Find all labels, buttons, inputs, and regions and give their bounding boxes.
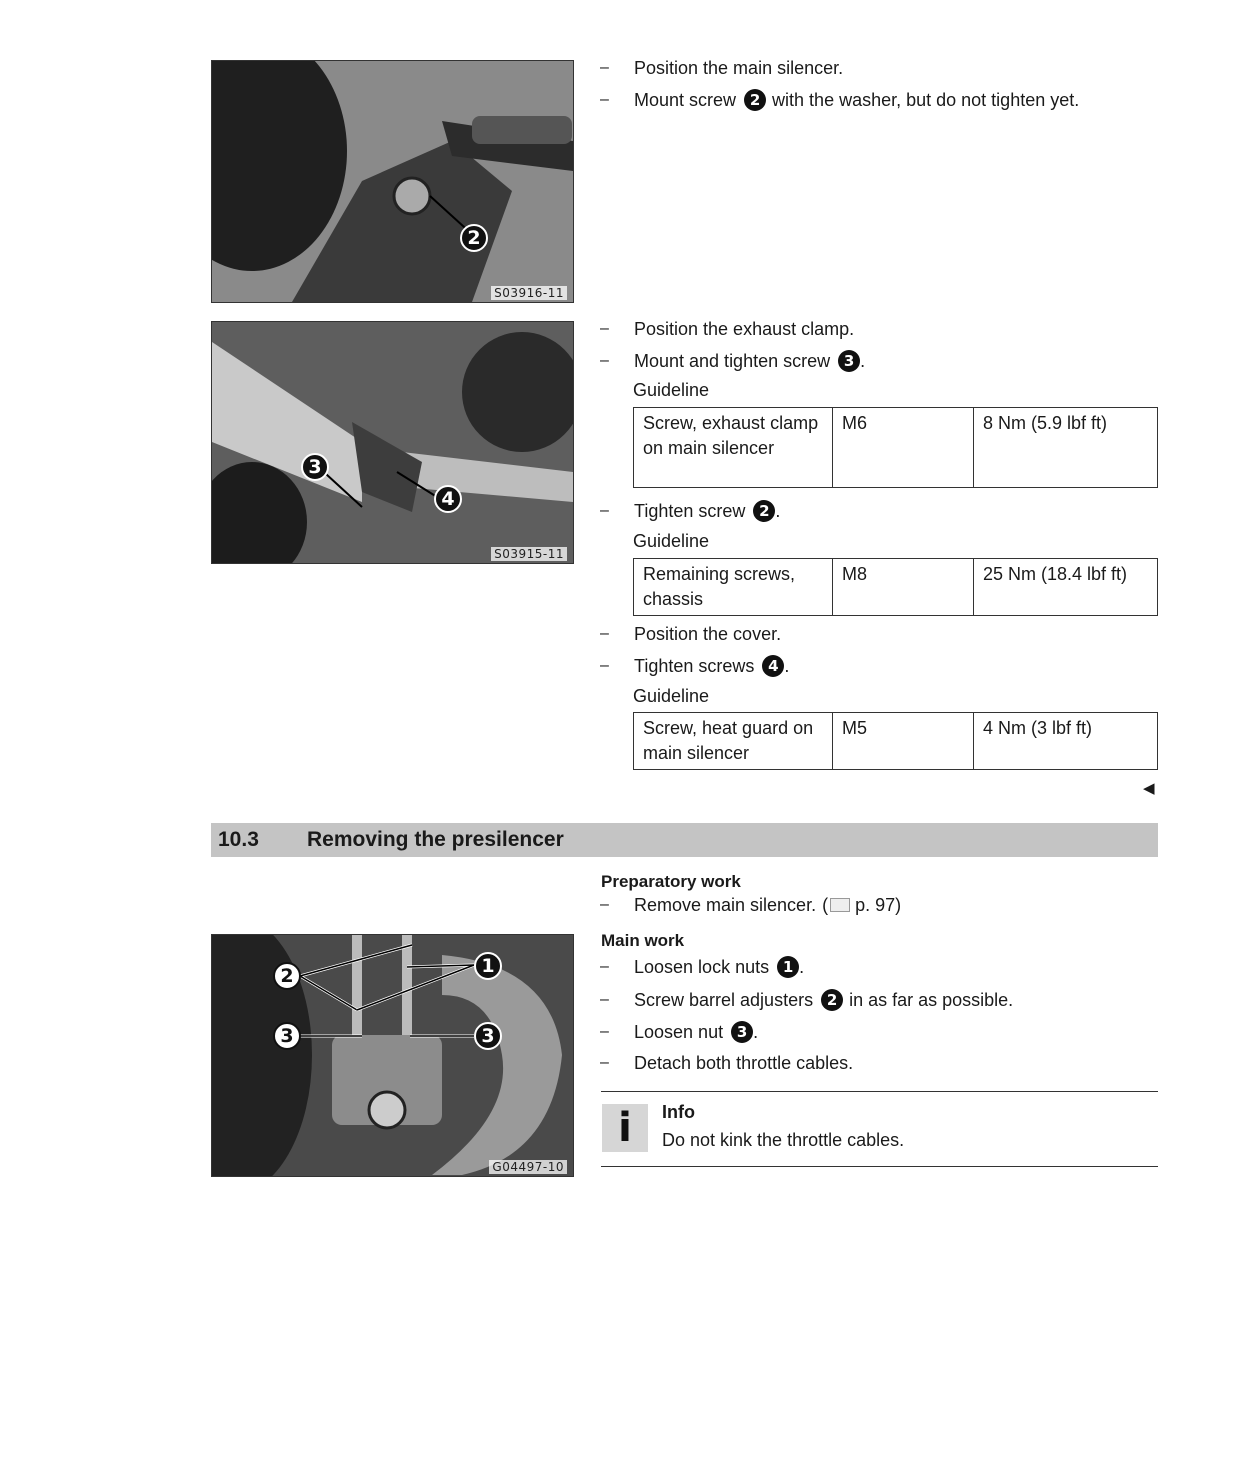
preparatory-heading: Preparatory work bbox=[601, 872, 741, 891]
ref-mark: 2 bbox=[821, 989, 843, 1011]
guideline-label: Guideline bbox=[633, 531, 710, 551]
guideline-label: Guideline bbox=[633, 686, 710, 706]
ref-mark: 1 bbox=[777, 956, 799, 978]
step-screw-barrel-adjusters bbox=[600, 987, 1013, 1013]
info-text: Do not kink the throttle cables. bbox=[662, 1130, 905, 1150]
callout-2: 2 bbox=[273, 962, 301, 990]
figure-throttle-cables bbox=[211, 934, 574, 1177]
step-mount-screw bbox=[600, 87, 1079, 113]
figure-code: S03916-11 bbox=[491, 286, 567, 300]
dash-icon: – bbox=[600, 59, 609, 76]
ref-mark: 3 bbox=[838, 350, 860, 372]
callout-3: 3 bbox=[301, 453, 329, 481]
spec-table-heat-guard bbox=[633, 712, 1158, 770]
dash-icon: – bbox=[600, 991, 609, 1008]
step-detach-cables bbox=[600, 1050, 853, 1076]
spec-item: Screw, heat guard on main silencer bbox=[634, 713, 833, 770]
step-text: Mount and tighten screw bbox=[634, 350, 831, 371]
info-title: Info bbox=[662, 1102, 695, 1122]
step-text: Tighten screws bbox=[634, 655, 755, 676]
ref-mark: 3 bbox=[731, 1021, 753, 1043]
spec-thread: M5 bbox=[833, 713, 974, 770]
page-reference-link[interactable]: p. 97) bbox=[855, 894, 902, 915]
figure-main-silencer-screw bbox=[211, 60, 574, 303]
step-text-after: . bbox=[860, 350, 866, 371]
step-text: Remove main silencer. bbox=[634, 894, 817, 915]
section-number: 10.3 bbox=[218, 828, 259, 851]
step-text: Mount screw bbox=[634, 89, 737, 110]
book-icon bbox=[830, 898, 850, 912]
step-mount-tighten-screw bbox=[600, 348, 865, 374]
step-text: Tighten screw bbox=[634, 500, 746, 521]
callout-3-left: 3 bbox=[273, 1022, 301, 1050]
spec-item: Remaining screws, chassis bbox=[634, 559, 833, 616]
step-remove-main-silencer bbox=[600, 892, 901, 918]
step-position-exhaust-clamp bbox=[600, 316, 854, 342]
step-tighten-screw bbox=[600, 498, 780, 524]
spec-torque: 25 Nm (18.4 lbf ft) bbox=[974, 559, 1158, 616]
callout-3-right: 3 bbox=[474, 1022, 502, 1050]
step-text-after: . bbox=[775, 500, 781, 521]
dash-icon: – bbox=[600, 1054, 609, 1071]
dash-icon: – bbox=[600, 352, 609, 369]
step-loosen-nut bbox=[600, 1019, 758, 1045]
info-box bbox=[601, 1091, 1158, 1167]
spec-table-remaining-screws bbox=[633, 558, 1158, 616]
figure-exhaust-clamp bbox=[211, 321, 574, 564]
dash-icon: – bbox=[600, 320, 609, 337]
step-text: Position the exhaust clamp. bbox=[634, 318, 855, 339]
callout-2: 2 bbox=[460, 224, 488, 252]
callout-4: 4 bbox=[434, 485, 462, 513]
step-position-main-silencer bbox=[600, 55, 843, 81]
step-text-after: in as far as possible. bbox=[849, 989, 1014, 1010]
step-text: Loosen lock nuts bbox=[634, 956, 770, 977]
ref-mark: 2 bbox=[753, 500, 775, 522]
section-header bbox=[211, 823, 1158, 857]
dash-icon: – bbox=[600, 625, 609, 642]
dash-icon: – bbox=[600, 657, 609, 674]
dash-icon: – bbox=[600, 958, 609, 975]
ref-mark: 2 bbox=[744, 89, 766, 111]
photo-exhaust-clamp bbox=[212, 322, 573, 563]
step-text: Position the main silencer. bbox=[634, 57, 844, 78]
ref-open: ( bbox=[822, 894, 829, 915]
step-tighten-screws bbox=[600, 653, 789, 679]
step-position-cover bbox=[600, 621, 781, 647]
end-marker-icon: ◀ bbox=[1143, 780, 1155, 797]
callout-1: 1 bbox=[474, 952, 502, 980]
dash-icon: – bbox=[600, 1023, 609, 1040]
step-loosen-lock-nuts bbox=[600, 954, 804, 980]
step-text: Screw barrel adjusters bbox=[634, 989, 814, 1010]
step-text-after: . bbox=[799, 956, 805, 977]
spec-torque: 8 Nm (5.9 lbf ft) bbox=[974, 408, 1158, 488]
dash-icon: – bbox=[600, 502, 609, 519]
spec-torque: 4 Nm (3 lbf ft) bbox=[974, 713, 1158, 770]
step-text: Position the cover. bbox=[634, 623, 782, 644]
step-text: Loosen nut bbox=[634, 1021, 724, 1042]
spec-item: Screw, exhaust clamp on main silencer bbox=[634, 408, 833, 488]
step-text-after: with the washer, but do not tighten yet. bbox=[772, 89, 1080, 110]
step-text-after: . bbox=[753, 1021, 759, 1042]
spec-table-exhaust-clamp bbox=[633, 407, 1158, 488]
figure-code: S03915-11 bbox=[491, 547, 567, 561]
spec-thread: M6 bbox=[833, 408, 974, 488]
step-text: Detach both throttle cables. bbox=[634, 1052, 854, 1073]
guideline-label: Guideline bbox=[633, 380, 710, 400]
photo-throttle-body bbox=[212, 935, 573, 1176]
section-title: Removing the presilencer bbox=[307, 828, 564, 851]
dash-icon: – bbox=[600, 91, 609, 108]
dash-icon: – bbox=[600, 896, 609, 913]
main-work-heading: Main work bbox=[601, 931, 685, 950]
photo-rear-wheel-footrest bbox=[212, 61, 573, 302]
info-icon bbox=[602, 1104, 648, 1152]
ref-mark: 4 bbox=[762, 655, 784, 677]
info-icon-glyph: i bbox=[618, 1105, 632, 1151]
step-text-after: . bbox=[784, 655, 790, 676]
figure-code: G04497-10 bbox=[489, 1160, 567, 1174]
spec-thread: M8 bbox=[833, 559, 974, 616]
